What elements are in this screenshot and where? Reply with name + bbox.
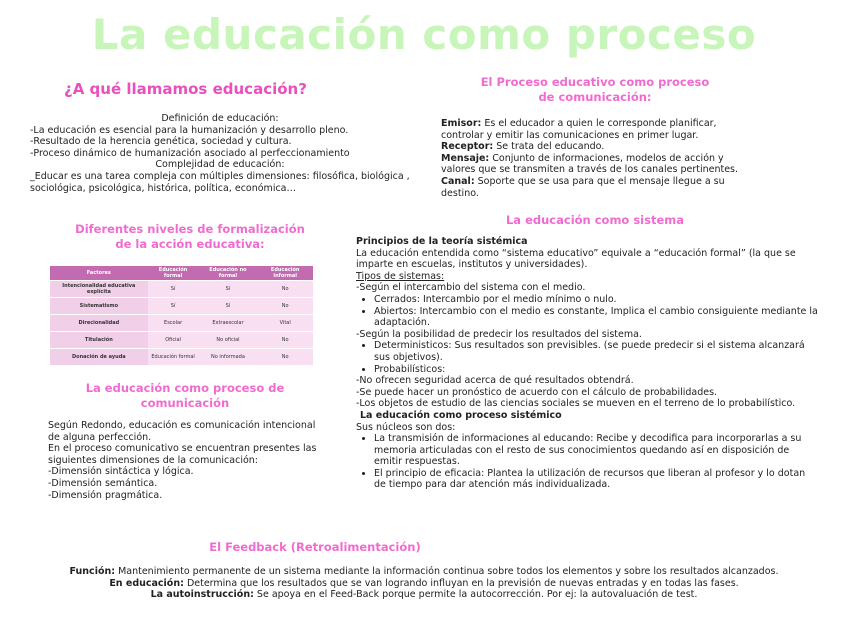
process-term: Mensaje: (441, 152, 490, 164)
communication-line: -Dimensión pragmática. (48, 489, 163, 501)
table-cell: Direcionalidad (50, 315, 148, 332)
table-cell: Sí (148, 298, 199, 315)
process-items (441, 118, 761, 199)
table-cell: No (257, 281, 313, 298)
feedback-block (20, 566, 828, 601)
process-term: Canal: (441, 175, 475, 187)
process-text: Soporte que se usa para que el mensaje llegue a su destino. (441, 175, 725, 199)
probabilistic-line: -Los objetos de estudio de las ciencias sociales se mueven en el terreno de lo probabilístico. (356, 398, 796, 410)
table-cell: Vital (257, 315, 313, 332)
levels-heading (40, 222, 340, 252)
table-cell: Educación formal (148, 349, 199, 366)
system-block (356, 236, 818, 491)
feedback-line (20, 589, 828, 601)
table-cell: Extraescolar (198, 315, 257, 332)
table-cell: No oficial (198, 332, 257, 349)
table-cell: Sí (198, 281, 257, 298)
list-item: • Probabilísticos: (374, 364, 818, 376)
table-cell: Escolar (148, 315, 199, 332)
complexity-label: Complejidad de educación: (155, 159, 285, 171)
education-question-heading: ¿A qué llamamos educación? (64, 80, 307, 98)
principles-intro: La educación entendida como “sistema educativo” equivale a “educación formal” (la que se imparte en escuelas, institutos y universidades). (356, 247, 796, 271)
complexity-text: _Educar es una tarea compleja con múltiples dimensiones: filosófica, biológica , sociológica, psicológica, histórica, política, económica… (30, 170, 410, 194)
list-item: • Deterministicos: Sus resultados son previsibles. (se puede predecir si el sistema alcanzará sus objetivos). (374, 340, 818, 363)
levels-table-wrapper (50, 266, 313, 365)
table-row (50, 349, 313, 366)
list-item: • Cerrados: Intercambio por el medio mínimo o nulo. (374, 294, 818, 306)
list-item: • Abiertos: Intercambio con el medio es constante, Implica el cambio consiguiente mediante la adaptación. (374, 306, 818, 329)
process-text: Se trata del educando. (496, 141, 605, 153)
system-heading: La educación como sistema (505, 213, 684, 227)
feedback-heading: El Feedback (Retroalimentación) (209, 540, 421, 554)
table-header: Educación no formal (198, 266, 257, 281)
process-item-mensaje (441, 153, 761, 176)
exchange-line: -Según el intercambio del sistema con el medio. (356, 282, 586, 294)
levels-heading-line-1: Diferentes niveles de formalización (75, 222, 305, 236)
table-row (50, 281, 313, 298)
predict-list (356, 340, 818, 375)
table-cell: Titulación (50, 332, 148, 349)
process-heading-line-2: de comunicación: (538, 90, 652, 104)
feedback-term: La autoinstrucción: (150, 589, 254, 601)
feedback-text: Determina que los resultados que se van logrando influyan en la previsión de nuevas entradas y en todas las fases. (186, 577, 739, 589)
exchange-list (356, 294, 818, 329)
process-term: Receptor: (441, 141, 494, 153)
communication-heading (60, 381, 310, 411)
process-item-canal (441, 176, 761, 199)
page-title: La educación como proceso (91, 10, 757, 59)
list-item: • La transmisión de informaciones al educando: Recibe y decodifica para incorporarlas a su memoria articuladas con el resto de sus conocimientos quedando así en disposición de emitir respuestas. (374, 433, 818, 468)
feedback-line (20, 566, 828, 578)
feedback-term: Función: (69, 566, 116, 577)
table-row (50, 298, 313, 315)
feedback-term: En educación: (109, 577, 184, 589)
definition-line: -La educación es esencial para la humanización y desarrollo pleno. (30, 124, 349, 136)
table-header: Factores (50, 266, 148, 281)
feedback-line (20, 578, 828, 590)
levels-table (50, 266, 313, 365)
nuclei-label: Sus núcleos son dos: (356, 421, 456, 433)
communication-text (48, 420, 330, 501)
table-cell: No informada (198, 349, 257, 366)
table-header: Educación formal (148, 266, 199, 281)
table-cell: Donación de ayuda (50, 349, 148, 366)
process-item-receptor (441, 141, 761, 153)
table-cell: No (257, 349, 313, 366)
communication-line: -Dimensión semántica. (48, 477, 158, 489)
communication-line: En el proceso comunicativo se encuentran presentes las siguientes dimensiones de la comunicación: (48, 443, 317, 466)
table-row (50, 332, 313, 349)
table-cell: No (257, 332, 313, 349)
list-item: • El principio de eficacia: Plantea la utilización de recursos que liberan al profesor y lo dotan de tiempo para dar atención más individualizada. (374, 468, 818, 491)
communication-line: -Dimensión sintáctica y lógica. (48, 466, 194, 478)
definition-line: -Proceso dinámico de humanización asociado al perfeccionamiento (30, 147, 350, 159)
table-cell: Sí (198, 298, 257, 315)
process-term: Emisor: (441, 118, 482, 129)
predict-line: -Según la posibilidad de predecir los resultados del sistema. (356, 328, 642, 340)
feedback-text: Mantenimiento permanente de un sistema mediante la información continua sobre todos los elementos y sobre los resultados alcanzados. (118, 566, 779, 577)
definition-line: -Resultado de la herencia genética, sociedad y cultura. (30, 136, 292, 148)
table-cell: No (257, 298, 313, 315)
definition-block (30, 113, 410, 194)
table-cell: Sí (148, 281, 199, 298)
table-cell: Oficial (148, 332, 199, 349)
definition-label: Definición de educación: (161, 113, 279, 124)
principles-title: Principios de la teoría sistémica (356, 236, 528, 247)
communication-line: Según Redondo, educación es comunicación intencional de alguna perfección. (48, 420, 316, 443)
probabilistic-line: -No ofrecen seguridad acerca de qué resultados obtendrá. (356, 375, 634, 387)
process-text: Conjunto de informaciones, modelos de acción y valores que se transmiten a través de los canales pertinentes. (441, 152, 739, 176)
probabilistic-line: -Se puede hacer un pronóstico de acuerdo con el cálculo de probabilidades. (356, 386, 718, 398)
table-row (50, 315, 313, 332)
table-header-row (50, 266, 313, 281)
table-header: Educación informal (257, 266, 313, 281)
process-text: Es el educador a quien le corresponde planificar, controlar y emitir las comunicaciones en primer lugar. (441, 118, 717, 141)
table-cell: Intencionalidad educativa explícita (50, 281, 148, 298)
feedback-text: Se apoya en el Feed-Back porque permite la autocorrección. Por ej: la autovaluación de test. (256, 589, 698, 601)
process-item-emisor (441, 118, 761, 141)
process-heading-line-1: El Proceso educativo como proceso (480, 75, 710, 89)
nuclei-list (356, 433, 818, 491)
systemic-title: La educación como proceso sistémico (360, 409, 562, 421)
communication-heading-line-1: La educación como proceso de (85, 381, 285, 395)
types-label: Tipos de sistemas: (356, 270, 445, 282)
table-cell: Sistematismo (50, 298, 148, 315)
process-heading (460, 75, 730, 105)
communication-heading-line-2: comunicación (140, 396, 230, 410)
levels-heading-line-2: de la acción educativa: (115, 237, 265, 251)
